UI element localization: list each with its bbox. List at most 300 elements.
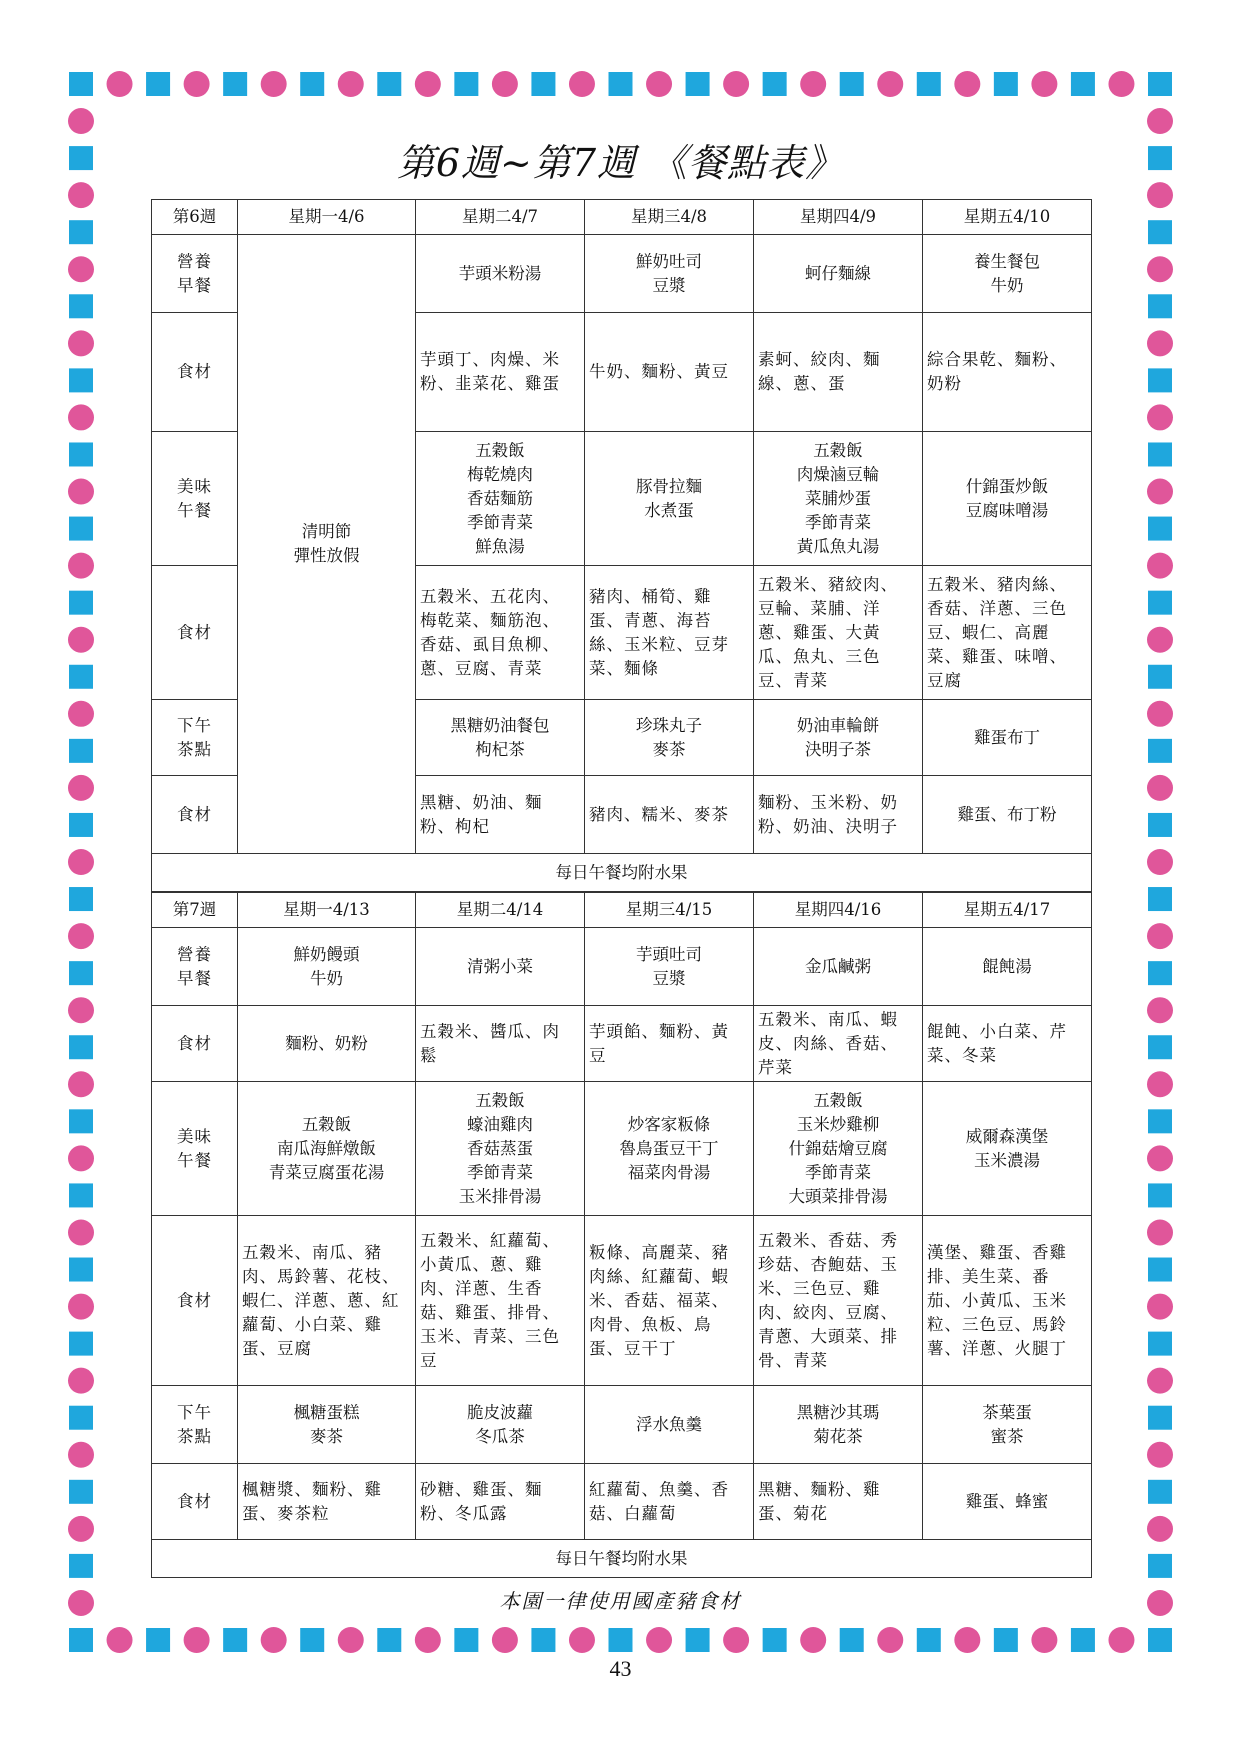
meal-cell — [416, 700, 585, 776]
day-header: 星期二4/7 — [416, 200, 585, 235]
border-square — [223, 1628, 247, 1652]
border-circle — [68, 923, 94, 949]
text-line: 芋頭餡、麵粉、黃 — [589, 1021, 729, 1041]
meal-cell — [754, 1082, 923, 1216]
text-line: 珍珠丸子 — [636, 715, 702, 735]
week-label: 第6週 — [152, 200, 238, 235]
text-line: 蛋、青蔥、海苔 — [589, 610, 712, 630]
border-circle — [723, 71, 749, 97]
text-line: 麥茶 — [652, 739, 686, 759]
border-circle — [1031, 1627, 1057, 1653]
meal-cell — [923, 1082, 1092, 1216]
text-line: 餛飩、小白菜、芹 — [927, 1021, 1067, 1041]
text-line: 五穀米、豬肉絲、 — [927, 574, 1067, 594]
border-square — [1148, 220, 1172, 244]
ingredient-cell — [416, 1216, 585, 1386]
border-square — [609, 1628, 633, 1652]
text-line: 蠔油雞肉 — [467, 1114, 533, 1134]
page-number: 43 — [609, 1656, 632, 1681]
header-row — [152, 200, 1092, 235]
text-line: 五穀米、南瓜、蝦 — [758, 1009, 898, 1029]
row-label — [152, 1082, 238, 1216]
text-line: 水煮蛋 — [644, 500, 694, 520]
text-line: 香菇、虱目魚柳、 — [420, 634, 560, 654]
meal-cell — [923, 235, 1092, 313]
text-line: 線、蔥、蛋 — [758, 374, 846, 393]
text-line: 蜜茶 — [990, 1426, 1024, 1446]
ingredient-cell — [923, 1464, 1092, 1540]
border-circle — [1147, 479, 1173, 505]
border-square — [1148, 517, 1172, 541]
text-line: 豆腐味噌湯 — [965, 500, 1049, 520]
border-circle — [1031, 71, 1057, 97]
border-circle — [646, 1627, 672, 1653]
meal-cell — [238, 1386, 416, 1464]
meal-cell — [416, 1082, 585, 1216]
pork-origin-note: 本園一律使用國產豬食材 — [499, 1589, 742, 1613]
border-square — [69, 294, 93, 318]
text-line: 大頭菜排骨湯 — [788, 1186, 888, 1206]
text-line: 豬肉、糯米、麥茶 — [589, 804, 729, 824]
text-line: 菇、白蘿蔔 — [589, 1503, 677, 1523]
row-label — [152, 432, 238, 566]
text-line: 菜、冬菜 — [927, 1045, 997, 1065]
border-circle — [569, 71, 595, 97]
text-line: 福菜肉骨湯 — [627, 1162, 711, 1182]
ingredient-cell — [585, 313, 754, 432]
ingredient-cell — [238, 1006, 416, 1082]
border-square — [69, 961, 93, 985]
border-square — [146, 1628, 170, 1652]
text-line: 牛奶、麵粉、黃豆 — [589, 362, 729, 381]
border-circle — [1147, 1516, 1173, 1542]
border-square — [69, 1332, 93, 1356]
border-circle — [492, 71, 518, 97]
border-circle — [68, 1071, 94, 1097]
text-line: 牛奶 — [310, 968, 343, 988]
border-square — [531, 1628, 555, 1652]
border-square — [69, 517, 93, 541]
meal-cell — [923, 432, 1092, 566]
fruit-note: 每日午餐均附水果 — [152, 1540, 1092, 1578]
text-line: 五穀飯 — [813, 440, 863, 460]
border-circle — [569, 1627, 595, 1653]
text-line: 鮮奶吐司 — [636, 251, 702, 271]
text-line: 黑糖沙其瑪 — [796, 1402, 880, 1422]
border-square — [1148, 1109, 1172, 1133]
meal-cell — [923, 700, 1092, 776]
border-square — [609, 72, 633, 96]
border-square — [454, 1628, 478, 1652]
text-line: 豆 — [420, 1350, 438, 1370]
text-line: 米、三色豆、雞 — [758, 1278, 881, 1298]
text-line: 茶葉蛋 — [982, 1402, 1032, 1422]
text-line: 食材 — [177, 1290, 212, 1310]
menu-row — [152, 1082, 1092, 1216]
text-line: 梅乾菜、麵筋泡、 — [420, 610, 560, 630]
text-line: 食材 — [177, 362, 212, 381]
border-circle — [1147, 775, 1173, 801]
text-line: 季節青菜 — [467, 1162, 533, 1182]
border-square — [1148, 146, 1172, 170]
text-line: 食材 — [177, 1491, 212, 1511]
border-circle — [1147, 923, 1173, 949]
row-label — [152, 1464, 238, 1540]
text-line: 浮水魚羹 — [636, 1414, 702, 1434]
text-line: 鮮魚湯 — [475, 536, 525, 556]
text-line: 豆漿 — [652, 968, 686, 988]
menu-row — [152, 1386, 1092, 1464]
ingredient-cell — [754, 313, 923, 432]
day-header: 星期三4/8 — [585, 200, 754, 235]
menu-row — [152, 235, 1092, 313]
text-line: 五穀米、紅蘿蔔、 — [420, 1230, 560, 1250]
border-square — [69, 813, 93, 837]
text-line: 五穀飯 — [301, 1114, 352, 1134]
border-circle — [68, 330, 94, 356]
border-circle — [261, 71, 287, 97]
border-circle — [68, 997, 94, 1023]
meal-cell — [923, 1386, 1092, 1464]
border-square — [1071, 1628, 1095, 1652]
border-circle — [184, 1627, 210, 1653]
ingredient-cell — [585, 776, 754, 854]
text-line: 芋頭吐司 — [636, 944, 702, 964]
border-square — [69, 72, 93, 96]
border-circle — [68, 627, 94, 653]
border-circle — [68, 553, 94, 579]
ingredient-cell — [923, 1006, 1092, 1082]
text-line: 黑糖、奶油、麵 — [420, 792, 543, 812]
text-line: 炒客家粄條 — [627, 1114, 711, 1134]
text-line: 瓜、魚丸、三色 — [758, 646, 881, 666]
border-square — [763, 72, 787, 96]
text-line: 菜、雞蛋、味噌、 — [927, 646, 1067, 666]
text-line: 茶點 — [177, 739, 212, 759]
text-line: 玉米排骨湯 — [458, 1186, 542, 1206]
border-circle — [68, 1294, 94, 1320]
text-line: 彈性放假 — [293, 546, 360, 565]
text-line: 五穀米、南瓜、豬 — [242, 1242, 382, 1262]
menu-row — [152, 1464, 1092, 1540]
text-line: 骨、青菜 — [758, 1350, 828, 1370]
border-circle — [68, 404, 94, 430]
meal-cell — [238, 1082, 416, 1216]
text-line: 粉、冬瓜露 — [420, 1503, 508, 1523]
text-line: 食材 — [177, 622, 212, 642]
text-line: 麵粉、玉米粉、奶 — [758, 792, 898, 812]
day-header: 星期二4/14 — [416, 893, 585, 928]
border-square — [69, 220, 93, 244]
text-line: 粉、奶油、決明子 — [758, 816, 898, 836]
text-line: 餛飩湯 — [982, 956, 1032, 976]
text-line: 蔥、豆腐、青菜 — [420, 658, 543, 678]
text-line: 黑糖奶油餐包 — [450, 715, 550, 735]
border-square — [1148, 1332, 1172, 1356]
ingredient-cell — [923, 776, 1092, 854]
text-line: 芋頭丁、肉燥、米 — [420, 350, 560, 369]
meal-cell — [585, 1386, 754, 1464]
ingredient-cell — [754, 1464, 923, 1540]
text-line: 麥茶 — [310, 1426, 343, 1446]
border-square — [69, 887, 93, 911]
border-square — [840, 1628, 864, 1652]
meal-cell — [416, 928, 585, 1006]
border-square — [1148, 813, 1172, 837]
text-line: 皮、肉絲、香菇、 — [758, 1033, 898, 1053]
border-square — [1148, 1480, 1172, 1504]
day-header: 星期一4/13 — [238, 893, 416, 928]
border-circle — [1147, 1071, 1173, 1097]
border-square — [1148, 1035, 1172, 1059]
border-circle — [68, 701, 94, 727]
border-square — [300, 1628, 324, 1652]
text-line: 雞蛋、蜂蜜 — [965, 1491, 1049, 1511]
border-circle — [107, 71, 133, 97]
text-line: 粒、三色豆、馬鈴 — [927, 1314, 1067, 1334]
border-circle — [723, 1627, 749, 1653]
border-square — [686, 1628, 710, 1652]
border-square — [300, 72, 324, 96]
text-line: 青蔥、大頭菜、排 — [758, 1326, 898, 1346]
ingredient-cell — [416, 566, 585, 700]
border-square — [1148, 368, 1172, 392]
text-line: 季節青菜 — [467, 512, 533, 532]
border-square — [223, 72, 247, 96]
text-line: 奶油車輪餅 — [796, 715, 880, 735]
row-label — [152, 1386, 238, 1464]
text-line: 蝦仁、洋蔥、蔥、紅 — [242, 1290, 400, 1310]
text-line: 豆腐 — [927, 670, 962, 690]
row-label — [152, 566, 238, 700]
border-square — [69, 146, 93, 170]
note-row — [152, 854, 1092, 892]
text-line: 肉絲、紅蘿蔔、蝦 — [589, 1266, 729, 1286]
text-line: 楓糖漿、麵粉、雞 — [242, 1479, 382, 1499]
text-line: 威爾森漢堡 — [965, 1126, 1049, 1146]
meal-cell — [585, 235, 754, 313]
border-circle — [492, 1627, 518, 1653]
border-square — [69, 1183, 93, 1207]
text-line: 決明子茶 — [805, 739, 871, 759]
ingredient-cell — [754, 566, 923, 700]
text-line: 粄條、高麗菜、豬 — [589, 1242, 729, 1262]
border-square — [917, 72, 941, 96]
border-circle — [1147, 1442, 1173, 1468]
text-line: 素蚵、絞肉、麵 — [758, 350, 881, 369]
border-circle — [68, 849, 94, 875]
meal-cell — [754, 1386, 923, 1464]
text-line: 梅乾燒肉 — [467, 464, 533, 484]
row-label — [152, 700, 238, 776]
text-line: 菊花茶 — [813, 1426, 863, 1446]
meal-cell — [238, 928, 416, 1006]
text-line: 雞蛋、布丁粉 — [957, 804, 1057, 824]
text-line: 紅蘿蔔、魚羹、香 — [589, 1479, 729, 1499]
text-line: 冬瓜茶 — [475, 1426, 525, 1446]
text-line: 黑糖、麵粉、雞 — [758, 1479, 881, 1499]
border-circle — [1108, 1627, 1134, 1653]
border-square — [1148, 961, 1172, 985]
text-line: 玉米、青菜、三色 — [420, 1326, 560, 1346]
border-circle — [800, 1627, 826, 1653]
border-circle — [1147, 1294, 1173, 1320]
border-square — [1148, 1628, 1172, 1652]
row-label — [152, 235, 238, 313]
text-line: 季節青菜 — [805, 512, 871, 532]
border-square — [917, 1628, 941, 1652]
text-line: 蔥、雞蛋、大黃 — [758, 622, 881, 642]
border-square — [377, 72, 401, 96]
text-line: 鮮奶饅頭 — [293, 944, 360, 964]
meal-cell — [923, 928, 1092, 1006]
border-circle — [68, 1590, 94, 1616]
border-circle — [954, 1627, 980, 1653]
text-line: 枸杞茶 — [475, 739, 525, 759]
border-circle — [1147, 997, 1173, 1023]
border-circle — [1147, 627, 1173, 653]
text-line: 美味 — [177, 476, 212, 496]
text-line: 絲、玉米粒、豆芽 — [589, 634, 729, 654]
text-line: 養生餐包 — [974, 251, 1040, 271]
border-circle — [68, 479, 94, 505]
border-circle — [68, 1219, 94, 1245]
text-line: 脆皮波蘿 — [467, 1402, 533, 1422]
text-line: 五穀飯 — [475, 440, 525, 460]
ingredient-cell — [585, 1464, 754, 1540]
text-line: 豆、蝦仁、高麗 — [927, 622, 1050, 642]
border-circle — [68, 1368, 94, 1394]
holiday-cell — [238, 235, 416, 854]
border-square — [1148, 1258, 1172, 1282]
text-line: 鬆 — [420, 1045, 438, 1065]
ingredient-cell — [923, 1216, 1092, 1386]
text-line: 茄、小黃瓜、玉米 — [927, 1290, 1067, 1310]
text-line: 豚骨拉麵 — [636, 476, 702, 496]
page-title: 第6週~第7週 《餐點表》 — [396, 141, 845, 185]
border-circle — [877, 71, 903, 97]
border-square — [377, 1628, 401, 1652]
text-line: 豬肉、桶筍、雞 — [589, 586, 712, 606]
border-square — [1148, 294, 1172, 318]
border-square — [994, 72, 1018, 96]
day-header: 星期四4/9 — [754, 200, 923, 235]
text-line: 營養 — [177, 944, 212, 964]
meal-cell — [416, 235, 585, 313]
day-header: 星期五4/10 — [923, 200, 1092, 235]
ingredient-cell — [238, 1464, 416, 1540]
border-circle — [338, 71, 364, 97]
border-circle — [338, 1627, 364, 1653]
text-line: 下午 — [177, 1402, 212, 1422]
border-circle — [1147, 1590, 1173, 1616]
border-square — [994, 1628, 1018, 1652]
ingredient-cell — [416, 313, 585, 432]
text-line: 豆 — [589, 1045, 607, 1065]
border-circle — [954, 71, 980, 97]
week6-menu-table — [151, 199, 1092, 892]
text-line: 五穀米、五花肉、 — [420, 586, 560, 606]
text-line: 五穀米、香菇、秀 — [758, 1230, 898, 1250]
border-circle — [261, 1627, 287, 1653]
text-line: 清粥小菜 — [467, 956, 533, 976]
border-square — [454, 72, 478, 96]
text-line: 五穀米、醬瓜、肉 — [420, 1021, 560, 1041]
border-square — [69, 1628, 93, 1652]
meal-cell — [754, 235, 923, 313]
text-line: 肉、絞肉、豆腐、 — [758, 1302, 898, 1322]
text-line: 菜、麵條 — [589, 658, 659, 678]
text-line: 麵粉、奶粉 — [285, 1033, 368, 1053]
text-line: 玉米炒雞柳 — [796, 1114, 880, 1134]
border-circle — [68, 1145, 94, 1171]
meal-cell — [585, 432, 754, 566]
border-square — [686, 72, 710, 96]
text-line: 蛋、菊花 — [758, 1503, 828, 1523]
text-line: 香菇麵筋 — [467, 488, 533, 508]
text-line: 雞蛋布丁 — [974, 727, 1040, 747]
border-square — [1071, 72, 1095, 96]
text-line: 魯鳥蛋豆干丁 — [619, 1138, 719, 1158]
ingredient-cell — [754, 1216, 923, 1386]
border-square — [1148, 1554, 1172, 1578]
text-line: 楓糖蛋糕 — [293, 1402, 360, 1422]
border-circle — [68, 182, 94, 208]
border-square — [1148, 591, 1172, 615]
border-square — [763, 1628, 787, 1652]
border-circle — [1147, 182, 1173, 208]
border-circle — [184, 71, 210, 97]
text-line: 小黃瓜、蔥、雞 — [420, 1254, 543, 1274]
text-line: 芋頭米粉湯 — [458, 263, 542, 283]
ingredient-cell — [238, 1216, 416, 1386]
border-square — [69, 442, 93, 466]
ingredient-cell — [585, 1006, 754, 1082]
border-square — [1148, 739, 1172, 763]
ingredient-cell — [585, 1216, 754, 1386]
text-line: 薯、洋蔥、火腿丁 — [927, 1338, 1067, 1358]
text-line: 香菇蒸蛋 — [467, 1138, 533, 1158]
text-line: 清明節 — [301, 522, 352, 541]
text-line: 綜合果乾、麵粉、 — [927, 350, 1067, 369]
border-circle — [1147, 404, 1173, 430]
text-line: 蛋、豆干丁 — [589, 1338, 677, 1358]
border-circle — [1147, 330, 1173, 356]
text-line: 米、香菇、福菜、 — [589, 1290, 729, 1310]
border-square — [1148, 1183, 1172, 1207]
ingredient-cell — [416, 1006, 585, 1082]
text-line: 菇、雞蛋、排骨、 — [420, 1302, 560, 1322]
week7-menu-table — [151, 892, 1092, 1578]
text-line: 粉、枸杞 — [420, 816, 490, 836]
text-line: 豆、青菜 — [758, 670, 828, 690]
menu-row — [152, 1216, 1092, 1386]
border-square — [146, 72, 170, 96]
text-line: 奶粉 — [927, 374, 962, 393]
text-line: 早餐 — [177, 968, 212, 988]
text-line: 菜脯炒蛋 — [805, 488, 871, 508]
border-square — [840, 72, 864, 96]
border-circle — [877, 1627, 903, 1653]
meal-cell — [416, 432, 585, 566]
border-circle — [1147, 849, 1173, 875]
border-square — [1148, 72, 1172, 96]
ingredient-cell — [754, 776, 923, 854]
note-row — [152, 1540, 1092, 1578]
ingredient-cell — [923, 566, 1092, 700]
text-line: 豆漿 — [652, 275, 686, 295]
border-circle — [68, 108, 94, 134]
